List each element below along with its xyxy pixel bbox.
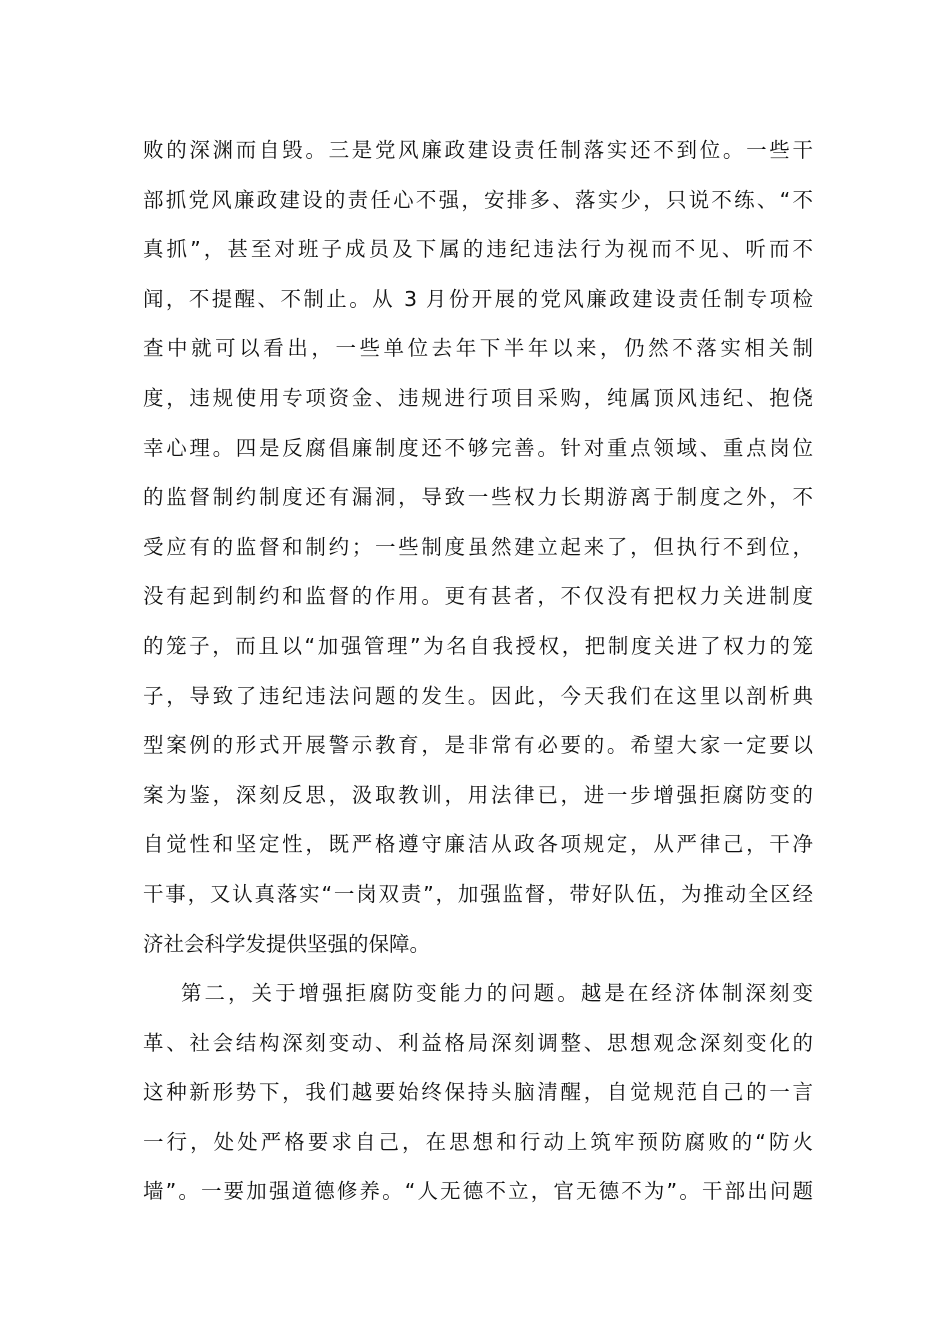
text-line: 的监督制约制度还有漏洞，导致一些权力长期游离于制度之外，不 [143, 485, 813, 510]
text-line: 一行，处处严格要求自己，在思想和行动上筑牢预防腐败的“防火 [143, 1129, 813, 1154]
text-line: 的笼子，而且以“加强管理”为名自我授权，把制度关进了权力的笼 [143, 633, 813, 658]
text-line: 子，导致了违纪违法问题的发生。因此，今天我们在这里以剖析典 [143, 683, 813, 708]
text-line: 案为鉴，深刻反思，汲取教训，用法律已，进一步增强拒腐防变的 [143, 782, 813, 807]
text-line: 这种新形势下，我们越要始终保持头脑清醒，自觉规范自己的一言 [143, 1080, 813, 1105]
text-line: 型案例的形式开展警示教育，是非常有必要的。希望大家一定要以 [143, 733, 813, 758]
text-line: 第二，关于增强拒腐防变能力的问题。越是在经济体制深刻变 [181, 981, 813, 1006]
text-line: 真抓”，甚至对班子成员及下属的违纪违法行为视而不见、听而不 [143, 237, 813, 262]
text-line: 革、社会结构深刻变动、利益格局深刻调整、思想观念深刻变化的 [143, 1030, 813, 1055]
text-line: 济社会科学发提供坚强的保障。 [143, 931, 430, 956]
body-text [143, 126, 813, 1217]
text-line: 受应有的监督和制约；一些制度虽然建立起来了，但执行不到位， [143, 534, 813, 559]
text-line: 没有起到制约和监督的作用。更有甚者，不仅没有把权力关进制度 [143, 584, 813, 609]
text-line: 败的深渊而自毁。三是党风廉政建设责任制落实还不到位。一些干 [143, 138, 813, 162]
text-line: 墙”。一要加强道德修养。“人无德不立，官无德不为”。干部出问题 [143, 1179, 813, 1204]
text-line: 幸心理。四是反腐倡廉制度还不够完善。针对重点领域、重点岗位 [143, 435, 813, 460]
text-line: 查中就可以看出，一些单位去年下半年以来，仍然不落实相关制 [143, 336, 813, 361]
text-line: 干事，又认真落实“一岗双责”，加强监督，带好队伍，为推动全区经 [143, 881, 813, 906]
text-line: 闻，不提醒、不制止。从 3 月份开展的党风廉政建设责任制专项检 [143, 286, 813, 311]
text-line: 度，违规使用专项资金、违规进行项目采购，纯属顶风违纪、抱侥 [143, 385, 813, 410]
text-line: 部抓党风廉政建设的责任心不强，安排多、落实少，只说不练、“不 [143, 187, 813, 212]
text-line: 自觉性和坚定性，既严格遵守廉洁从政各项规定，从严律己，干净 [143, 832, 813, 857]
